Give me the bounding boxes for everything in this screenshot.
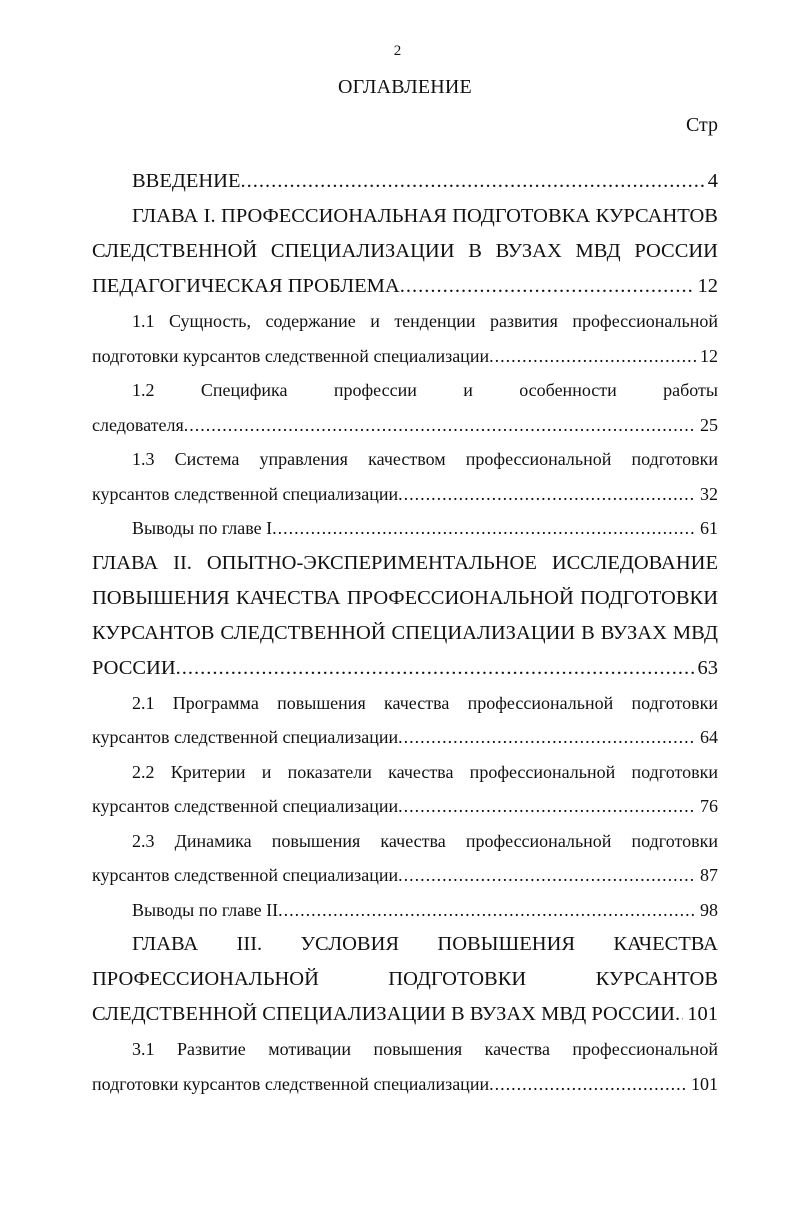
toc-entry-title-line: 3.1 Развитие мотивации повышения качества профессиональной: [132, 1039, 718, 1059]
dot-leader: [398, 720, 696, 755]
dot-leader: [272, 511, 696, 546]
toc-entry-title-line: ГЛАВА III. УСЛОВИЯ ПОВЫШЕНИЯ КАЧЕСТВА: [132, 933, 718, 955]
toc-entry-title-line: 2.2 Критерии и показатели качества профессиональной подготовки: [132, 761, 718, 782]
toc-page-number: 76: [700, 796, 718, 816]
toc-entry-title-line: 2.3 Динамика повышения качества профессиональной подготовки: [132, 830, 718, 851]
toc-entry-conclusions-2[interactable]: [92, 893, 718, 928]
toc-entry-section-2-2[interactable]: [92, 755, 718, 824]
toc-entry-title-line: ПРОФЕССИОНАЛЬНОЙ ПОДГОТОВКИ КУРСАНТОВ: [92, 968, 718, 990]
toc-entry-title-line: курсантов следственной специализации: [92, 865, 399, 885]
toc-entry-section-3-1[interactable]: [92, 1032, 718, 1101]
toc-entry-title-line: подготовки курсантов следственной специализации: [92, 345, 490, 366]
toc-entry-title-line: курсантов следственной специализации: [92, 483, 399, 504]
toc-entry-title-line: 1.3 Система управления качеством профессиональной подготовки: [132, 449, 718, 469]
dot-leader: [241, 164, 704, 199]
dot-leader: [675, 997, 683, 1032]
toc-page-number: 101: [691, 1073, 718, 1094]
toc-page-number: 63: [697, 656, 718, 679]
toc-page-number: 64: [700, 727, 718, 747]
toc-page-number: 61: [700, 518, 718, 538]
toc-entry-title-line: РОССИИ: [92, 656, 176, 679]
toc-entry-title: Выводы по главе I: [132, 518, 273, 538]
toc-entry-section-2-3[interactable]: [92, 824, 718, 893]
toc-entry-section-1-2[interactable]: [92, 373, 718, 442]
dot-leader: [176, 651, 694, 686]
toc-entry-introduction[interactable]: [92, 164, 718, 199]
toc-entry-chapter-3[interactable]: [92, 927, 718, 1032]
toc-entry-title-line: 1.1 Сущность, содержание и тенденции развития профессиональной: [132, 311, 718, 331]
toc-entry-title-line: 2.1 Программа повышения качества профессиональной подготовки: [132, 692, 718, 713]
toc-page-number: 25: [700, 414, 718, 435]
toc-entry-title-line: курсантов следственной специализации: [92, 796, 399, 816]
toc-page-number: 98: [700, 899, 718, 920]
toc-entry-title-line: ГЛАВА I. ПРОФЕССИОНАЛЬНАЯ ПОДГОТОВКА КУРСАНТОВ: [132, 205, 718, 227]
toc-entry-title: ВВЕДЕНИЕ: [132, 170, 241, 192]
dot-leader: [489, 339, 696, 374]
dot-leader: [398, 789, 696, 824]
toc-page-number: 32: [700, 483, 718, 504]
toc-entry-title-line: СЛЕДСТВЕННОЙ СПЕЦИАЛИЗАЦИИ В ВУЗАХ МВД РОССИИ: [92, 1003, 675, 1025]
dot-leader: [400, 269, 694, 304]
toc-heading: ОГЛАВЛЕНИЕ: [338, 76, 472, 98]
page-number: 2: [393, 43, 402, 59]
toc-entry-chapter-2[interactable]: [92, 546, 718, 686]
toc-entry-title-line: ПЕДАГОГИЧЕСКАЯ ПРОБЛЕМА: [92, 275, 400, 297]
toc-entry-section-1-1[interactable]: [92, 304, 718, 373]
dot-leader: [278, 893, 696, 928]
toc-entry-title-line: курсантов следственной специализации: [92, 727, 399, 747]
toc-entry-title-line: КУРСАНТОВ СЛЕДСТВЕННОЙ СПЕЦИАЛИЗАЦИИ В ВУЗАХ МВД: [92, 621, 718, 644]
toc-page-number: 87: [700, 865, 718, 885]
toc-entry-title: Выводы по главе II: [132, 899, 279, 920]
toc-entry-section-1-3[interactable]: [92, 442, 718, 511]
toc-page-number: 12: [697, 275, 718, 297]
dot-leader: [184, 408, 696, 443]
toc-entry-title-line: СЛЕДСТВЕННОЙ СПЕЦИАЛИЗАЦИИ В ВУЗАХ МВД РОССИИ: [92, 240, 718, 262]
dot-leader: [489, 1067, 687, 1102]
toc-entry-conclusions-1[interactable]: [92, 511, 718, 546]
dot-leader: [398, 477, 696, 512]
toc-entry-section-2-1[interactable]: [92, 686, 718, 755]
toc-page-number: 101: [687, 1003, 718, 1025]
toc-entry-chapter-1[interactable]: [92, 199, 718, 304]
toc-entry-title-line: ГЛАВА II. ОПЫТНО-ЭКСПЕРИМЕНТАЛЬНОЕ ИССЛЕДОВАНИЕ: [92, 551, 718, 574]
toc-entry-title-line: следователя: [92, 414, 184, 435]
toc-page-number: 4: [707, 170, 718, 192]
toc-page-number: 12: [700, 345, 718, 366]
dot-leader: [398, 858, 696, 893]
page-column-label: Стр: [685, 114, 718, 136]
toc-entry-title-line: 1.2 Специфика профессии и особенности работы: [132, 380, 718, 400]
toc-list: [92, 164, 718, 1101]
toc-entry-title-line: подготовки курсантов следственной специализации: [92, 1073, 490, 1094]
toc-entry-title-line: ПОВЫШЕНИЯ КАЧЕСТВА ПРОФЕССИОНАЛЬНОЙ ПОДГОТОВКИ: [92, 586, 718, 609]
